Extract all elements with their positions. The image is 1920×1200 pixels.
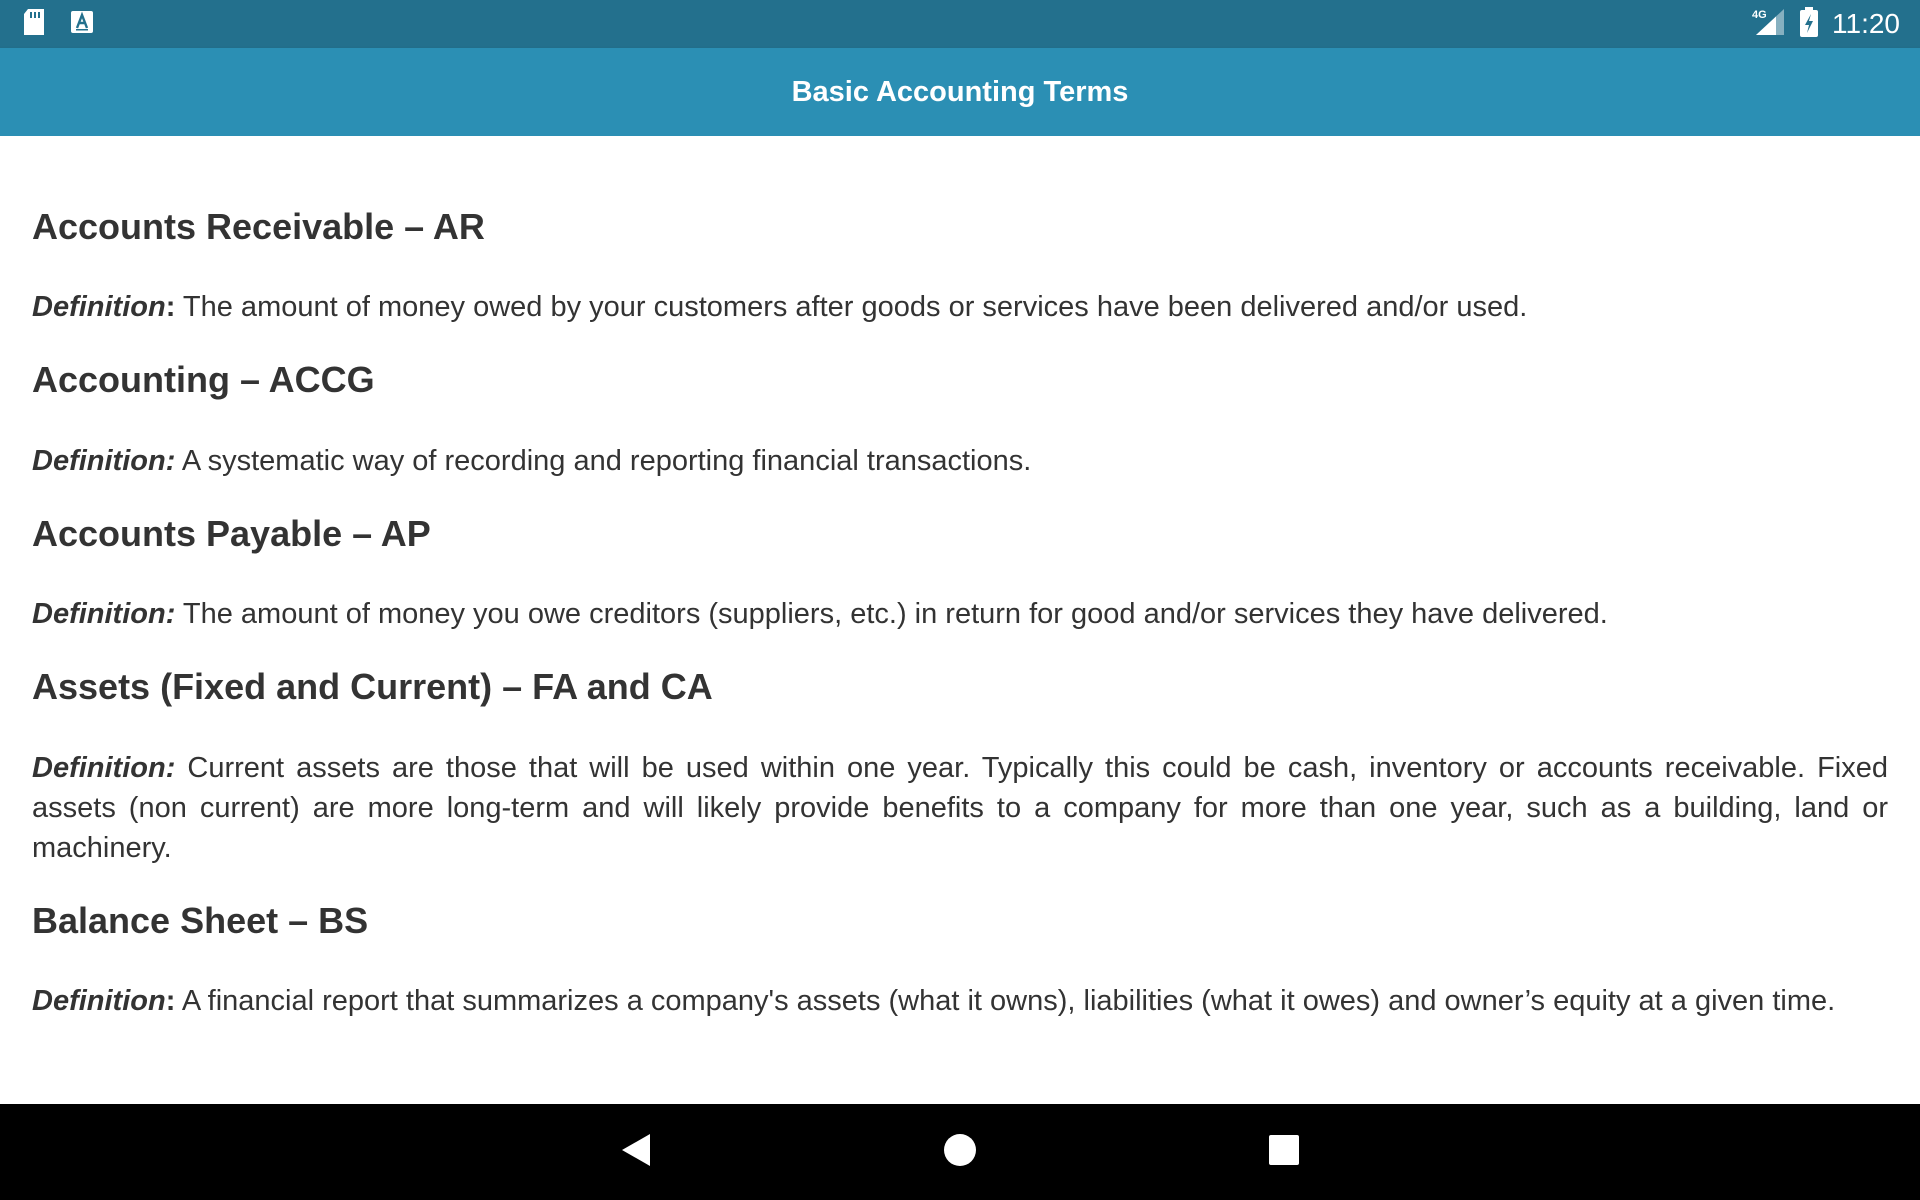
network-type-label: 4G [1752,8,1767,21]
home-button[interactable] [920,1104,1000,1200]
definition-label: Definition: [32,444,176,477]
terms-list [0,136,1920,1021]
home-icon [943,1133,977,1172]
sd-card-icon [22,8,46,41]
definition-text: Current assets are those that will be used within one year. Typically this could be cash, inventory or accounts receivable. Fixed assets (non current) are more long-term and will likely provide benefits to a company for more than one year, such as a building, land or machinery. [32,751,1888,864]
status-bar-notifications [22,0,94,48]
back-button[interactable] [596,1104,676,1200]
term-heading: Balance Sheet – BS [32,899,369,941]
definition-label: Definition [32,291,166,324]
definition-text: A financial report that summarizes a company's assets (what it owns), liabilities (what it owes) and owner’s equity at a given time. [175,984,1836,1017]
navigation-bar [0,1104,1920,1200]
battery-charging-icon [1800,7,1818,42]
recents-button[interactable] [1244,1104,1324,1200]
page-title: Basic Accounting Terms [791,75,1129,108]
status-time: 11:20 [1832,8,1900,39]
signal-icon [1752,7,1786,42]
term-definition [32,748,1888,868]
term-definition [32,594,1888,634]
definition-colon: : [165,291,176,324]
recents-icon [1269,1135,1299,1170]
definition-text: The amount of money you owe creditors (suppliers, etc.) in return for good and/or services they have delivered. [175,598,1608,631]
term-heading: Accounting – ACCG [32,359,375,401]
definition-text: A systematic way of recording and reporting financial transactions. [175,444,1032,477]
definition-label: Definition [32,984,166,1017]
terms-scroll-view[interactable] [0,136,1920,1104]
definition-text: The amount of money owed by your customers after goods or services have been delivered and/or used. [175,291,1528,324]
term-heading: Assets (Fixed and Current) – FA and CA [32,666,713,708]
definition-label: Definition: [32,751,176,784]
status-bar-system [1752,0,1900,48]
app-bar [0,48,1920,136]
definition-label: Definition: [32,598,176,631]
term-heading: Accounts Payable – AP [32,512,431,554]
definition-colon: : [165,984,176,1017]
term-definition [32,441,1888,481]
term-definition [32,981,1888,1021]
status-bar [0,0,1920,48]
back-icon [620,1132,652,1173]
term-heading: Accounts Receivable – AR [32,206,485,247]
text-icon [70,10,94,39]
term-definition [32,287,1888,327]
